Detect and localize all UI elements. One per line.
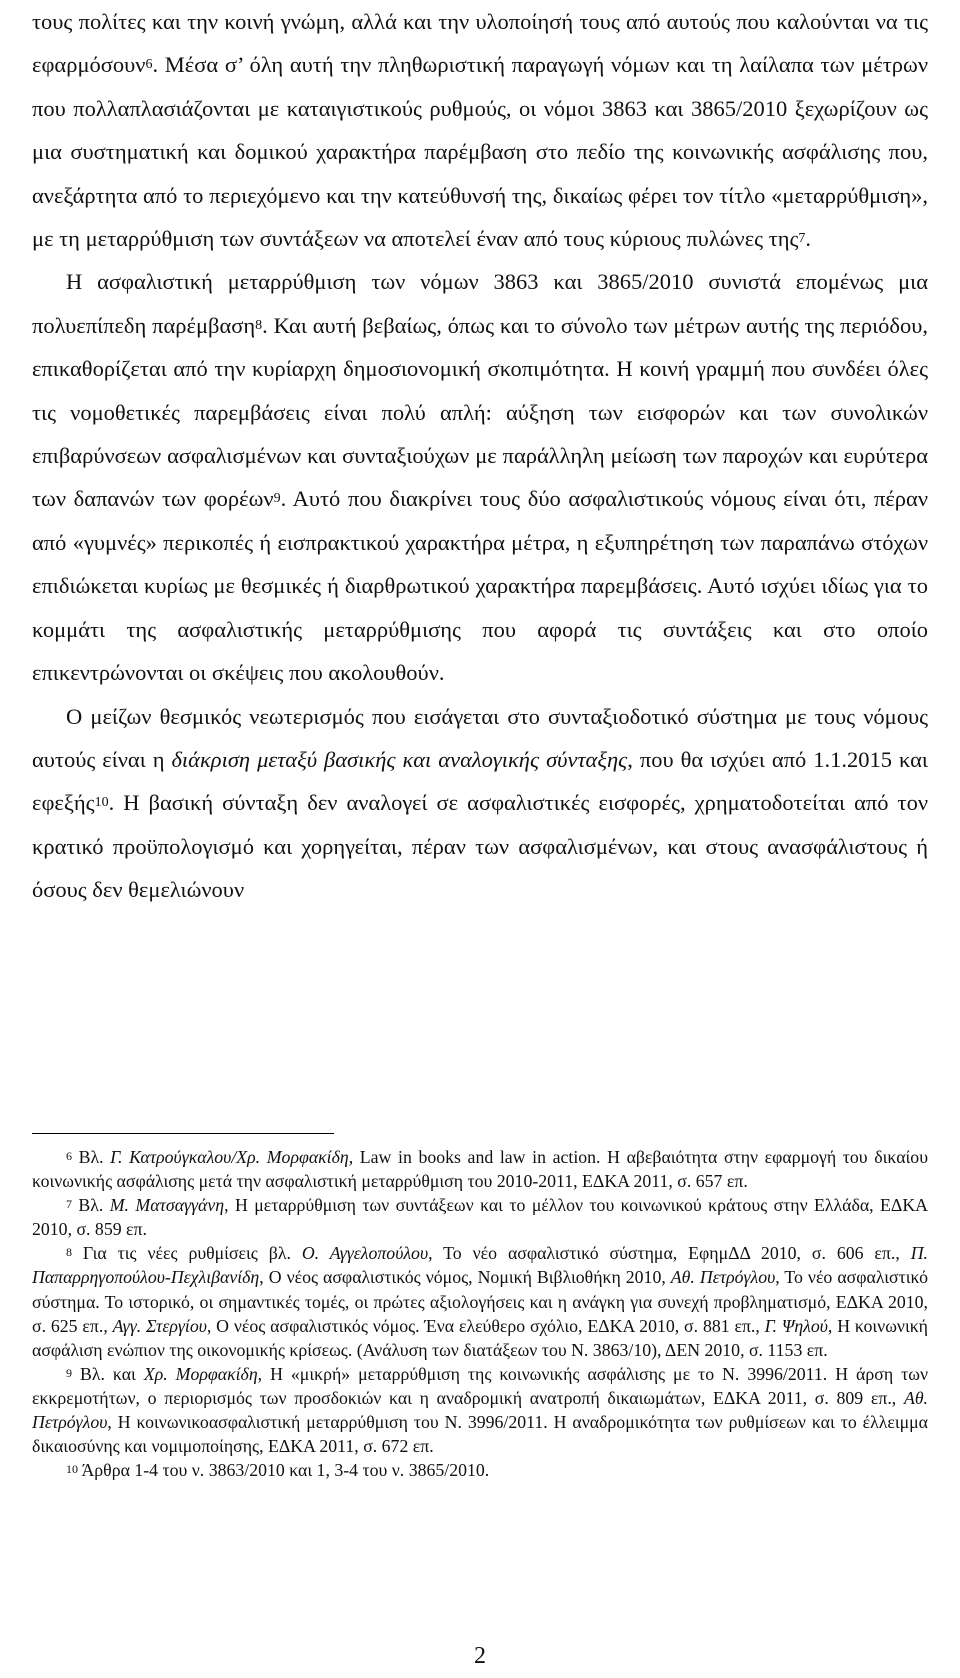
page-body [32, 0, 928, 912]
main-text [32, 0, 928, 912]
footnote-6: $^6$ Βλ. Γ. Κατρούγκαλου/Χρ. Μορφακίδη, Law in books and law in action. Η αβεβαιότητα στην εφαρμογή του δικαίου κοινωνικής ασφάλισης μετά την ασφαλιστική μεταρρύθμιση του 2010-2011, ΕΔΚΑ 2011, σ. 657 επ. [32, 1147, 928, 1192]
footnote-ref-9[interactable]: 9 [273, 491, 281, 507]
paragraph-3: Ο μείζων θεσμικός νεωτερισμός που εισάγεται στο συνταξιοδοτικό σύστημα με τους νόμους αυτούς είναι η διάκριση μεταξύ βασικής και αναλογικής σύνταξης, που θα ισχύει από 1.1.2015 και εφεξής$^{10}$. Η βασική σύνταξη δεν αναλογεί σε ασφαλιστικές εισφορές, χρηματοδοτείται από τον κρατικό προϋπολογισμό και χορηγείται, πέραν των ασφαλισμένων, και στους ανασφάλιστους ή όσους δεν θεμελιώνουν [32, 703, 928, 903]
footnote-separator [32, 1133, 334, 1134]
footnote-8: $^8$ Για τις νέες ρυθμίσεις βλ. Ο. Αγγελοπούλου, Το νέο ασφαλιστικό σύστημα, ΕφημΔΔ 2010, σ. 606 επ., Π. Παπαρρηγοπούλου-Πεχλιβανίδη, Ο νέος ασφαλιστικός νόμος, Νομική Βιβλιοθήκη 2010, Αθ. Πετρόγλου, Το νέο ασφαλιστικό σύστημα. Το ιστορικό, οι σημαντικές τομές, οι πρώτες αξιολογήσεις και η ανάγκη για συνεχή προβληματισμό, ΕΔΚΑ 2010, σ. 625 επ., Αγγ. Στεργίου, Ο νέος ασφαλιστικός νόμος. Ένα ελεύθερο σχόλιο, ΕΔΚΑ 2010, σ. 881 επ., Γ. Ψηλού, Η κοινωνική ασφάλιση ενώπιον της οικονομικής κρίσεως. (Ανάλυση των διατάξεων του Ν. 3863/10), ΔΕΝ 2010, σ. 1153 επ. [32, 1243, 928, 1360]
footnote-9: $^9$ Βλ. και Χρ. Μορφακίδη, Η «μικρή» μεταρρύθμιση της κοινωνικής ασφάλισης με το Ν. 3996/2011. Η άρση των εκκρεμοτήτων, ο περιορισμός των προσδοκιών και η αναδρομική ανατροπή δικαιωμάτων, ΕΔΚΑ 2011, σ. 809 επ., Αθ. Πετρόγλου, Η κοινωνικοασφαλιστική μεταρρύθμιση του Ν. 3996/2011. Η αναδρομικότητα των ρυθμίσεων και το έλλειμμα δικαιοσύνης και νομιμοποίησης, ΕΔΚΑ 2011, σ. 672 επ. [32, 1363, 928, 1457]
footnote-ref-6[interactable]: 6 [145, 57, 153, 73]
footnotes [32, 1145, 928, 1482]
emphasis-text: διάκριση μεταξύ βασικής και αναλογικής σύνταξης [171, 746, 628, 772]
footnote-7: $^7$ Βλ. Μ. Ματσαγγάνη, Η μεταρρύθμιση των συντάξεων και το μέλλον του κοινωνικού κράτους στην Ελλάδα, ΕΔΚΑ 2010, σ. 859 επ. [32, 1195, 928, 1240]
page-number: 2 [474, 1643, 486, 1669]
footnote-10: $^{10}$ Άρθρα 1-4 του ν. 3863/2010 και 1, 3-4 του ν. 3865/2010. [66, 1460, 490, 1481]
footnote-ref-10[interactable]: 10 [94, 795, 109, 811]
footnote-ref-7[interactable]: 7 [798, 231, 806, 247]
footnote-ref-8[interactable]: 8 [255, 317, 263, 333]
paragraph-2: Η ασφαλιστική μεταρρύθμιση των νόμων 3863 και 3865/2010 συνιστά επομένως μια πολυεπίπεδη παρέμβαση$^8$. Και αυτή βεβαίως, όπως και το σύνολο των μέτρων αυτής της περιόδου, επικαθορίζεται από την κυρίαρχη δημοσιονομική σκοπιμότητα. Η κοινή γραμμή που συνδέει όλες τις νομοθετικές παρεμβάσεις είναι πολύ απλή: αύξηση των εισφορών και των συνολικών επιβαρύνσεων ασφαλισμένων και συνταξιούχων με παράλληλη μείωση των παροχών και ευρύτερα των δαπανών των φορέων$^9$. Αυτό που διακρίνει τους δύο ασφαλιστικούς νόμους είναι ότι, πέραν από «γυμνές» περικοπές ή εισπρακτικού χαρακτήρα μέτρα, η εξυπηρέτηση των παραπάνω στόχων επιδιώκεται κυρίως με θεσμικές ή διαρθρωτικού χαρακτήρα παρεμβάσεις. Αυτό ισχύει ιδίως για το κομμάτι της ασφαλιστικής μεταρρύθμισης που αφορά τις συντάξεις και στο οποίο επικεντρώνονται οι σκέψεις που ακολουθούν. [32, 269, 929, 686]
paragraph-1: τους πολίτες και την κοινή γνώμη, αλλά και την υλοποίησή τους από αυτούς που καλούνται να τις εφαρμόσουν$^6$. Μέσα σ’ όλη αυτή την πληθωριστική παραγωγή νόμων και τη λαίλαπα των μέτρων που πολλαπλασιάζονται με καταιγιστικούς ρυθμούς, οι νόμοι 3863 και 3865/2010 ξεχωρίζουν ως μια συστηματική και δομικού χαρακτήρα παρέμβαση στο πεδίο της κοινωνικής ασφάλισης που, ανεξάρτητα από το περιεχόμενο και την κατεύθυνσή της, δικαίως φέρει τον τίτλο «μεταρρύθμιση», με τη μεταρρύθμιση των συντάξεων να αποτελεί έναν από τους κύριους πυλώνες της$^7$. [32, 9, 928, 252]
